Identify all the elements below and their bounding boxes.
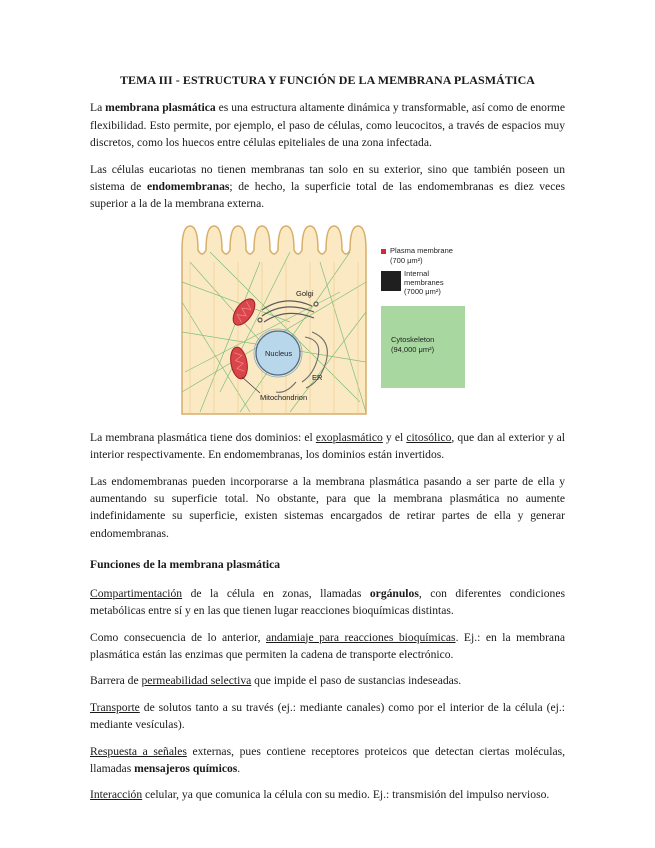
functions-heading: Funciones de la membrana plasmática: [90, 558, 281, 572]
text-run: .: [237, 761, 241, 775]
term-endomembranas: endomembranas: [146, 180, 230, 194]
plasma-membrane-swatch: [381, 249, 386, 254]
document-page: [90, 72, 565, 813]
text-run: celular, ya que comunica la célula con su medio. Ej.: transmisión del impulso nervioso.: [142, 788, 550, 802]
text-run: Las células eucariotas no tienen membranas tan solo en su exterior, sino que también poseen un sistema de: [90, 162, 565, 194]
term-transporte: Transporte: [90, 700, 140, 714]
text-run: de solutos tanto a su través (ej.: mediante canales) como por el interior de la célula (ej.: mediante vesículas).: [90, 700, 565, 732]
text-run: ; de hecho, la superficie total de las endomembranas es diez veces superior a la de la membrana externa.: [90, 180, 565, 211]
intro-paragraph-2: [90, 161, 565, 213]
cell-illustration: [90, 222, 565, 417]
legend-internal: Internal: [404, 268, 430, 278]
text-run: . Ej.: en la membrana plasmática están las enzimas que permiten la cadena de transporte electrónico.: [90, 630, 566, 661]
text-run: y el: [382, 430, 407, 444]
term-membrana-plasmatica: membrana plasmática: [105, 101, 216, 115]
text-run: que impide el paso de sustancias indeseadas.: [251, 674, 462, 688]
term-mensajeros: mensajeros químicos: [134, 761, 238, 775]
term-compartimentacion: Compartimentación: [90, 586, 183, 600]
text-run: Como consecuencia de lo anterior,: [90, 630, 266, 644]
term-permeabilidad: permeabilidad selectiva: [141, 674, 252, 688]
function-transporte: [90, 699, 565, 734]
cell-membrane-figure: [90, 222, 565, 417]
text-run: Barrera de: [90, 674, 142, 688]
text-run: , que dan al exterior y al interior respectivamente. En endomembranas, los dominios están invertidos.: [90, 430, 565, 462]
legend-plasma-membrane: Plasma membrane: [390, 245, 453, 255]
function-compartimentacion: [90, 585, 565, 620]
term-respuesta: Respuesta a señales: [90, 744, 187, 758]
text-run: externas, pues contiene receptores proteicos que detectan ciertas moléculas, llamadas: [90, 744, 565, 775]
term-exoplasmatico: exoplasmático: [315, 430, 383, 444]
mitochondrion-label: Mitochondrion: [260, 392, 308, 402]
er-label: ER: [312, 372, 323, 382]
nucleus-label: Nucleus: [265, 348, 293, 358]
term-interaccion: Interacción: [90, 788, 143, 802]
function-interaccion: [90, 786, 565, 803]
function-permeabilidad: [90, 672, 565, 689]
cell-body: [182, 226, 366, 414]
body-paragraph-4: Las endomembranas pueden incorporarse a la membrana plasmática pasando a ser parte de ella y aumentando su superficie total. No obstante, para que la membrana plasmática no aumente indefinidamente su superficie, existen sistemas encargados de retirar partes de ella y generar endomembranas.: [90, 474, 565, 540]
text-run: , con diferentes condiciones metabólicas entre sí y en las que tienen lugar reacciones bioquímicas distintas.: [90, 586, 565, 618]
function-respuesta: [90, 743, 565, 778]
text-run: de la célula en zonas, llamadas: [182, 586, 370, 600]
term-citosolico: citosólico: [406, 430, 452, 444]
term-andamiaje: andamiaje para reacciones bioquímicas: [265, 630, 456, 644]
text-run: La: [90, 101, 106, 115]
body-paragraph-3: [90, 429, 565, 464]
internal-membranes-swatch: [381, 271, 401, 291]
legend-cytoskeleton-value: (94,000 μm²): [391, 344, 435, 354]
text-run: La membrana plasmática tiene dos dominios: el: [90, 430, 316, 444]
term-organulos: orgánulos: [369, 586, 419, 600]
legend-cytoskeleton: Cytoskeleton: [391, 334, 435, 344]
text-run: es una estructura altamente dinámica y transformable, así como de enorme flexibilidad. Esto permite, por ejemplo, el paso de células, como leucocitos, a través de espacios muy discretos, como los huecos entre células epiteliales de una zona infectada.: [90, 101, 566, 150]
legend-membranes: membranes: [404, 277, 444, 287]
intro-paragraph-1: [90, 99, 565, 151]
legend-internal-value: (7000 μm²): [404, 286, 441, 296]
page-title: TEMA III - ESTRUCTURA Y FUNCIÓN DE LA MEMBRANA PLASMÁTICA: [120, 73, 535, 87]
golgi-label: Golgi: [296, 288, 314, 298]
function-andamiaje: [90, 629, 565, 664]
legend-plasma-membrane-value: (700 μm²): [390, 255, 423, 265]
